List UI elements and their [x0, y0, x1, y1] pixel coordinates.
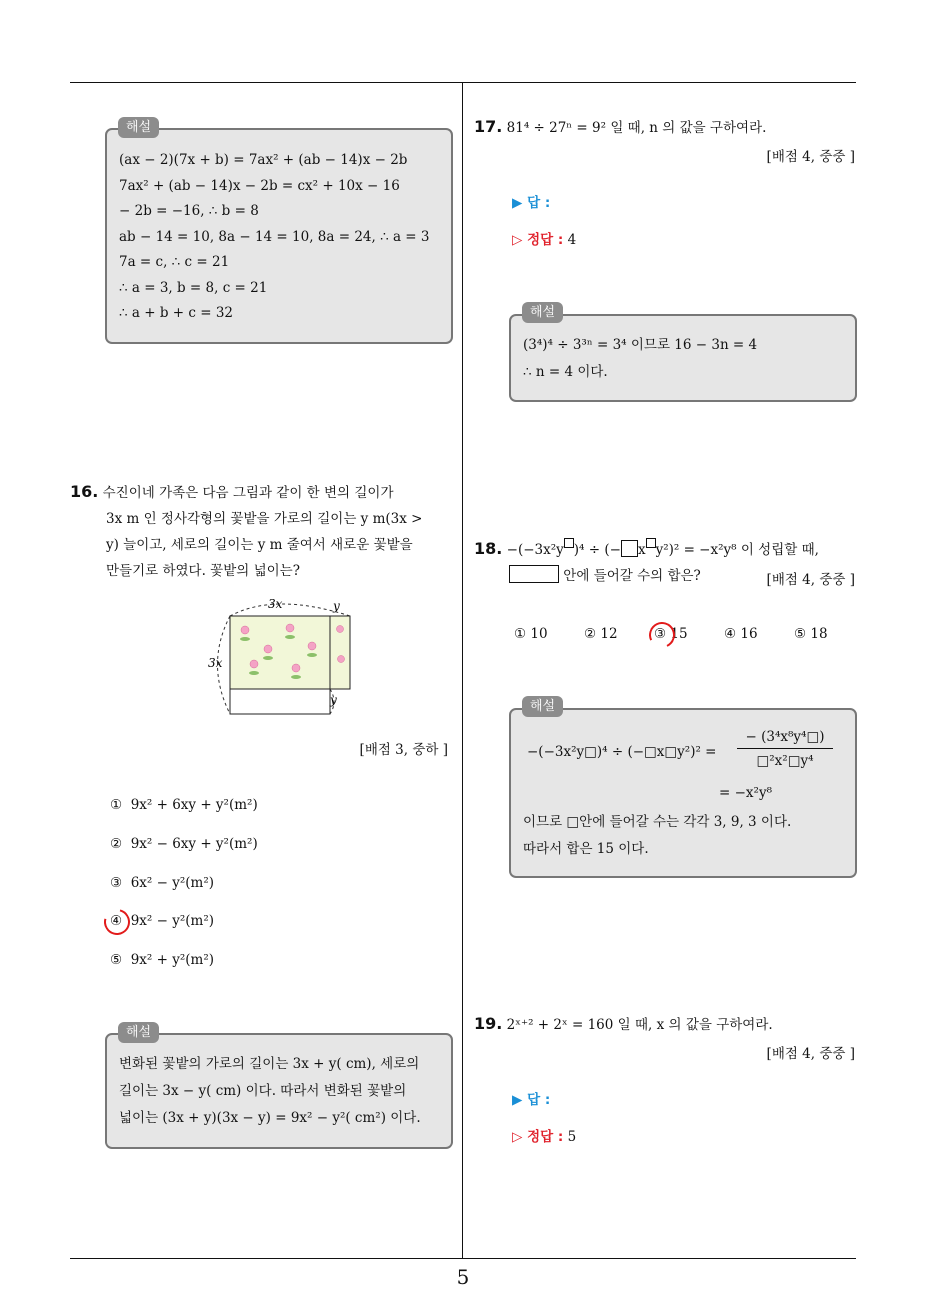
correct-answer-17	[512, 228, 576, 248]
blank-box	[646, 538, 656, 548]
solution-box-17	[509, 314, 857, 402]
option-mark: ③	[654, 626, 667, 642]
solution-line: 길이는 3x − y( cm) 이다. 따라서 변화된 꽃밭의	[119, 1083, 407, 1099]
option-mark: ①	[514, 626, 527, 642]
option-5[interactable]	[110, 952, 214, 968]
solution-line: 이므로 □안에 들어갈 수는 각각 3, 9, 3 이다.	[523, 814, 792, 830]
solution-eq2: = −x²y⁸	[719, 785, 772, 801]
figure-top-right-label: y	[333, 599, 340, 613]
solution-box-15	[105, 128, 453, 344]
top-rule	[70, 82, 856, 83]
question-number: 19.	[474, 1014, 503, 1033]
option-text: 15	[670, 626, 688, 642]
bottom-rule	[70, 1258, 856, 1259]
figure-top-label: 3x	[268, 597, 283, 611]
question-number: 17.	[474, 117, 503, 136]
correct-value: 4	[567, 232, 577, 248]
option-text: 9x² + y²(m²)	[130, 952, 214, 968]
correct-answer-19	[512, 1125, 576, 1145]
question-text: x	[637, 542, 646, 558]
solution-line: 변화된 꽃밭의 가로의 길이는 3x + y( cm), 세로의	[119, 1056, 420, 1072]
option-text: 9x² − 6xy + y²(m²)	[130, 836, 258, 852]
question-16	[70, 479, 460, 584]
option-text: 18	[810, 626, 828, 642]
selected-answer-circle	[645, 618, 678, 651]
question-text: −(−3x²y	[506, 542, 564, 558]
question-text: 2ˣ⁺² + 2ˣ = 160 일 때, x 의 값을 구하여라.	[506, 1017, 773, 1033]
option-text: 10	[530, 626, 548, 642]
score-16: [배점 3, 중하 ]	[359, 742, 448, 758]
question-text-line: 수진이네 가족은 다음 그림과 같이 한 변의 길이가	[102, 485, 394, 501]
answer-label: ▶ 답 :	[512, 195, 551, 211]
fraction-numerator: − (3⁴x⁸y⁴□)	[737, 726, 833, 749]
option-2[interactable]	[584, 626, 618, 642]
solution-line: ∴ a = 3, b = 8, c = 21	[119, 279, 268, 296]
option-mark: ⑤	[110, 952, 123, 968]
question-text: y²)² = −x²y⁸ 이 성립할 때,	[655, 542, 819, 558]
solution-tag: 해설	[522, 696, 563, 717]
question-18	[474, 536, 874, 563]
option-mark: ②	[110, 836, 123, 852]
correct-value: 5	[567, 1129, 577, 1145]
option-text: 6x² − y²(m²)	[130, 875, 214, 891]
solution-line: ∴ a + b + c = 32	[119, 305, 233, 321]
option-mark: ④	[724, 626, 737, 642]
option-2[interactable]	[110, 836, 258, 852]
solution-line: ab − 14 = 10, 8a − 14 = 10, 8a = 24, ∴ a = 3	[119, 228, 430, 245]
option-4[interactable]	[724, 626, 758, 642]
selected-answer-circle	[99, 904, 135, 940]
question-number: 16.	[70, 482, 99, 501]
score-17: [배점 4, 중중 ]	[766, 149, 855, 165]
blank-box	[621, 540, 638, 557]
solution-line: 7ax² + (ab − 14)x − 2b = cx² + 10x − 16	[119, 177, 400, 194]
option-text: 9x² − y²(m²)	[130, 913, 214, 929]
page-number: 5	[456, 1265, 470, 1289]
correct-label: ▷ 정답 :	[512, 1129, 564, 1145]
option-1[interactable]	[514, 626, 548, 642]
solution-tag: 해설	[118, 117, 159, 138]
solution-line: ∴ n = 4 이다.	[523, 364, 608, 380]
option-mark: ⑤	[794, 626, 807, 642]
option-5[interactable]	[794, 626, 828, 642]
blank-box	[564, 538, 574, 548]
solution-box-18	[509, 708, 857, 878]
answer-label: ▶ 답 :	[512, 1092, 551, 1108]
question-text: 81⁴ ÷ 27ⁿ = 9² 일 때, n 의 값을 구하여라.	[506, 120, 767, 136]
figure-bottom-right-label: y	[330, 693, 337, 707]
option-3[interactable]	[110, 875, 214, 891]
flowerbed-figure	[200, 594, 370, 724]
option-text: 12	[600, 626, 618, 642]
question-text: )⁴ ÷ (−	[573, 542, 621, 558]
solution-line: 넓이는 (3x + y)(3x − y) = 9x² − y²( cm²) 이다.	[119, 1110, 421, 1126]
question-text-line: 만들기로 하였다. 꽃밭의 넓이는?	[106, 563, 300, 579]
option-1[interactable]	[110, 797, 258, 813]
solution-line: 따라서 합은 15 이다.	[523, 841, 649, 857]
solution-line: 7a = c, ∴ c = 21	[119, 254, 230, 270]
question-text: 안에 들어갈 수의 합은?	[563, 568, 701, 584]
correct-label: ▷ 정답 :	[512, 232, 564, 248]
option-text: 16	[740, 626, 758, 642]
option-text: 9x² + 6xy + y²(m²)	[130, 797, 258, 813]
solution-box-16	[105, 1033, 453, 1149]
solution-line: (ax − 2)(7x + b) = 7ax² + (ab − 14)x − 2b	[119, 152, 408, 168]
column-divider	[462, 83, 463, 1258]
blank-box	[509, 565, 559, 583]
fraction-denominator: □²x²□y⁴	[756, 753, 814, 769]
figure-left-label: 3x	[208, 656, 223, 670]
solution-line: (3⁴)⁴ ÷ 3³ⁿ = 3⁴ 이므로 16 − 3n = 4	[523, 337, 758, 353]
option-mark: ②	[584, 626, 597, 642]
question-17	[474, 114, 864, 141]
score-18: [배점 4, 중중 ]	[766, 572, 855, 588]
solution-line: − 2b = −16, ∴ b = 8	[119, 203, 259, 219]
score-19: [배점 4, 중중 ]	[766, 1046, 855, 1062]
question-number: 18.	[474, 539, 503, 558]
option-mark: ①	[110, 797, 123, 813]
question-text-line: 3x m 인 정사각형의 꽃밭을 가로의 길이는 y m(3x >	[106, 511, 423, 527]
solution-lhs: −(−3x²y□)⁴ ÷ (−□x□y²)² =	[527, 744, 717, 760]
question-18-line2	[509, 563, 701, 589]
option-mark: ③	[110, 875, 123, 891]
solution-tag: 해설	[118, 1022, 159, 1043]
option-mark: ④	[110, 913, 123, 929]
question-19	[474, 1011, 864, 1038]
solution-tag: 해설	[522, 302, 563, 323]
question-text-line: y) 늘이고, 세로의 길이는 y m 줄여서 새로운 꽃밭을	[106, 537, 413, 553]
